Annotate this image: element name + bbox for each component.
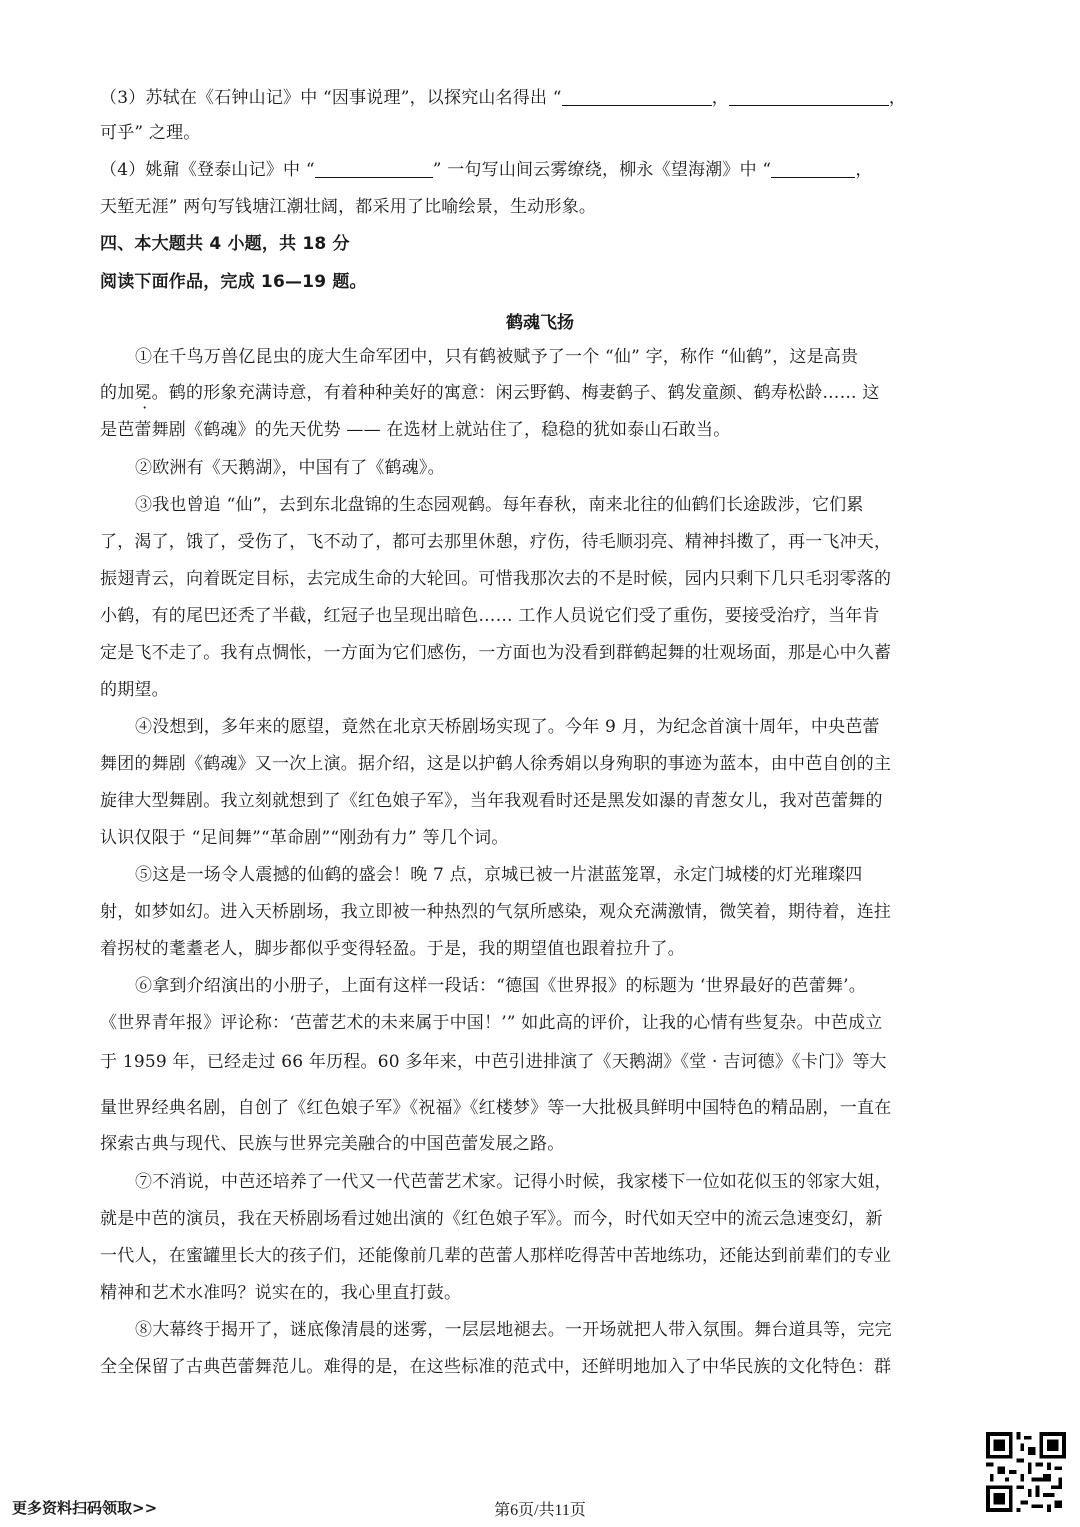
paragraph-3-line: 的期望。 bbox=[100, 680, 169, 700]
paragraph-4-line: 舞团的舞剧《鹤魂》又一次上演。据介绍，这是以护鹤人徐秀娟以身殉职的事迹为蓝本，由中芭自创的主 bbox=[100, 754, 892, 774]
paragraph-3-line: 小鹤，有的尾巴还秃了半截，红冠子也呈现出暗色…… 工作人员说它们受了重伤，要接受治疗，当年肯 bbox=[100, 606, 880, 626]
question-3-line-1 bbox=[100, 86, 980, 110]
paragraph-2-line: ②欧洲有《天鹅湖》，中国有了《鹤魂》。 bbox=[135, 458, 445, 478]
paragraph-7-line: 精神和艺术水准吗？说实在的，我心里直打鼓。 bbox=[100, 1283, 462, 1303]
text-run: 。鹤的形象充满诗意，有着种种美好的寓意：闲云野鹤、梅妻鹤子、鹤发童颜、鹤寿松龄…… 这 bbox=[151, 383, 880, 403]
paragraph-4-line: 认识仅限于 “足间舞”“革命剧”“刚劲有力” 等几个词。 bbox=[100, 828, 509, 848]
paragraph-7-line: ⑦不消说，中芭还培养了一代又一代芭蕾艺术家。记得小时候，我家楼下一位如花似玉的邻家大姐， bbox=[135, 1172, 892, 1192]
question-4-text-2: ” 一句写山间云雾缭绕，柳永《望海潮》中 “ bbox=[432, 160, 772, 180]
answer-blank[interactable] bbox=[562, 87, 712, 106]
footer-more-resources: 更多资料扫码领取>> bbox=[12, 1499, 158, 1517]
paragraph-7-line: 就是中芭的演员，我在天桥剧场看过她出演的《红色娘子军》。而今，时代如天空中的流云急速变幻，新 bbox=[100, 1209, 883, 1229]
answer-blank[interactable] bbox=[315, 159, 433, 178]
paragraph-4-line: 旋律大型舞剧。我立刻就想到了《红色娘子军》，当年我观看时还是黑发如瀑的青葱女儿，我对芭蕾舞的 bbox=[100, 791, 883, 811]
paragraph-1-line bbox=[100, 381, 980, 405]
paragraph-8-line: ⑧大幕终于揭开了，谜底像清晨的迷雾，一层层地褪去。一开场就把人带入氛围。舞台道具等，完完 bbox=[135, 1320, 892, 1340]
answer-blank[interactable] bbox=[771, 159, 855, 178]
paragraph-5-line: 着拐杖的耄耋老人，脚步都似乎变得轻盈。于是，我的期望值也跟着拉升了。 bbox=[100, 939, 685, 959]
paragraph-6-line: 探索古典与现代、民族与世界完美融合的中国芭蕾发展之路。 bbox=[100, 1134, 565, 1154]
text-run: 的加 bbox=[100, 383, 135, 403]
paragraph-6-line: 于 1959 年，已经走过 66 年历程。60 多年来，中芭引进排演了《天鹅湖》《堂 · 吉诃德》《卡门》等大 bbox=[100, 1052, 887, 1072]
paragraph-3-line: 定是飞不走了。我有点惆怅，一方面为它们感伤，一方面也为没看到群鹤起舞的壮观场面，那是心中久蓄 bbox=[100, 643, 892, 663]
paragraph-1-line: 是芭蕾舞剧《鹤魂》的先天优势 —— 在选材上就站住了，稳稳的犹如泰山石敢当。 bbox=[100, 420, 731, 440]
question-3-line-2: 可乎” 之理。 bbox=[100, 123, 201, 143]
answer-blank[interactable] bbox=[729, 87, 889, 106]
paragraph-6-line: 《世界青年报》评论称：‘芭蕾艺术的未来属于中国！’” 如此高的评价，让我的心情有些复杂。中芭成立 bbox=[100, 1013, 883, 1033]
paragraph-3-line: 振翅青云，向着既定目标，去完成生命的大轮回。可惜我那次去的不是时候，园内只剩下几只毛羽零落的 bbox=[100, 569, 892, 589]
comma: ， bbox=[855, 160, 873, 180]
section-heading: 四、本大题共 4 小题，共 18 分 bbox=[100, 234, 350, 254]
question-3-text: （3）苏轼在《石钟山记》中 “因事说理”，以探究山名得出 “ bbox=[100, 88, 562, 108]
paragraph-4-line: ④没想到，多年来的愿望，竟然在北京天桥剧场实现了。今年 9 月，为纪念首演十周年，中央芭蕾 bbox=[135, 717, 880, 737]
paragraph-6-line: ⑥拿到介绍演出的小册子，上面有这样一段话：“德国《世界报》的标题为 ‘世界最好的芭蕾舞’。 bbox=[135, 976, 866, 996]
emphasis-dot-char: 冕 bbox=[134, 383, 152, 403]
question-4-text: （4）姚鼐《登泰山记》中 “ bbox=[100, 160, 315, 180]
paragraph-8-line: 全全保留了古典芭蕾舞范儿。难得的是，在这些标准的范式中，还鲜明地加入了中华民族的文化特色：群 bbox=[100, 1357, 892, 1377]
comma: ， bbox=[888, 88, 907, 108]
paragraph-5-line: 射，如梦如幻。进入天桥剧场，我立即被一种热烈的气氛所感染，观众充满激情，微笑着，期待着，连拄 bbox=[100, 902, 892, 922]
reading-instruction: 阅读下面作品，完成 16—19 题。 bbox=[100, 272, 367, 292]
comma: ， bbox=[711, 88, 729, 108]
paragraph-1-line: ①在千鸟万兽亿昆虫的庞大生命军团中，只有鹤被赋予了一个 “仙” 字，称作 “仙鹤”，这是高贵 bbox=[135, 347, 859, 367]
paragraph-3-line: 了，渴了，饿了，受伤了，飞不动了，都可去那里休憩，疗伤，待毛顺羽亮、精神抖擞了，再一飞冲天， bbox=[100, 532, 892, 552]
paragraph-3-line: ③我也曾追 “仙”，去到东北盘锦的生态园观鹤。每年春秋，南来北往的仙鹤们长途跋涉，它们累 bbox=[135, 495, 864, 515]
paragraph-7-line: 一代人，在蜜罐里长大的孩子们，还能像前几辈的芭蕾人那样吃得苦中苦地练功，还能达到前辈们的专业 bbox=[100, 1246, 892, 1266]
paragraph-5-line: ⑤这是一场令人震撼的仙鹤的盛会！晚 7 点，京城已被一片湛蓝笼罩，永定门城楼的灯光璀璨四 bbox=[135, 865, 863, 885]
page-number: 第6页/共11页 bbox=[494, 1502, 586, 1519]
article-title: 鹤魂飞扬 bbox=[506, 313, 574, 333]
question-4-line-1 bbox=[100, 158, 980, 182]
paragraph-6-line: 量世界经典名剧，自创了《红色娘子军》《祝福》《红楼梦》等一大批极具鲜明中国特色的精品剧，一直在 bbox=[100, 1098, 892, 1118]
question-4-line-2: 天堑无涯” 两句写钱塘江潮壮阔，都采用了比喻绘景，生动形象。 bbox=[100, 197, 597, 217]
